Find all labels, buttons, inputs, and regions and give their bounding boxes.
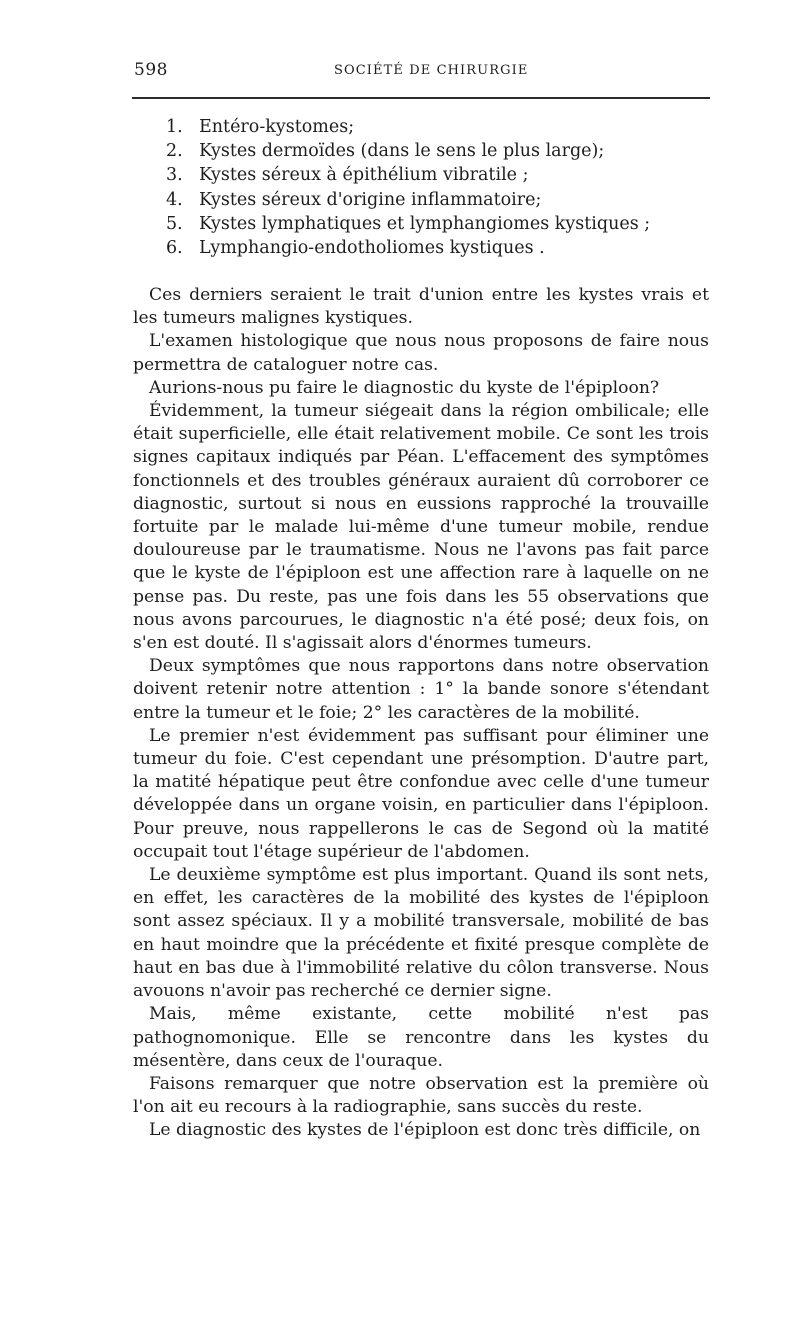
paragraph: Le deuxième symptôme est plus important. Quand ils sont nets, en effet, les caractères de la mobilité des kystes de l'épiploon sont assez spéciaux. Il y a mobilité transversale, mobilité de bas en haut moindre que la précédente et fixité presque complète de haut en bas due à l'immobilité relative du côlon transverse. Nous avouons n'avoir pas recherché ce dernier signe. [133,865,709,1002]
list-item [166,115,650,139]
list-item [166,236,650,260]
list-item-text: Kystes séreux à épithélium vibratile ; [199,165,529,186]
paragraph: Faisons remarquer que notre observation est la première où l'on ait eu recours à la radiographie, sans succès du reste. [133,1073,709,1118]
paragraph: Mais, même existante, cette mobilité n'est pas pathognomonique. Elle se rencontre dans les kystes du mésentère, dans ceux de l'ouraque. [133,1004,709,1071]
body-text [133,284,709,1143]
list-item-text: Entéro-kystomes; [199,117,355,137]
list-item-number: 3. [166,165,183,186]
list-item-number: 1. [166,117,183,137]
paragraph: L'examen histologique que nous nous proposons de faire nous permettra de cataloguer notre cas. [133,331,709,375]
list-item [166,212,650,236]
list-item-text: Lymphangio-endotholiomes kystiques . [199,238,545,259]
list-item-text: Kystes dermoïdes (dans le sens le plus large); [199,141,605,162]
paragraph: Le diagnostic des kystes de l'épiploon est donc très difficile, on [149,1120,701,1141]
list-item [166,188,650,212]
list-item-number: 6. [166,238,183,259]
paragraph: Évidemment, la tumeur siégeait dans la région ombilicale; elle était superficielle, elle était relativement mobile. Ce sont les trois signes capitaux indiqués par Péan. L'effacement des symptômes fonctionnels et des troubles généraux auraient dû corroborer ce diagnostic, surtout si nous en eussions rapproché la trouvaille fortuite par le malade lui-même d'une tumeur mobile, rendue douloureuse par le traumatisme. Nous ne l'avons pas fait parce que le kyste de l'épiploon est une affection rare à laquelle on ne pense pas. Du reste, pas une fois dans les 55 observations que nous avons parcourues, le diagnostic n'a été posé; deux fois, on s'en est douté. Il s'agissait alors d'énormes tumeurs. [133,401,709,654]
page-number: 598 [134,60,168,80]
list-item [166,139,650,163]
list-item-text: Kystes lymphatiques et lymphangiomes kystiques ; [199,213,651,234]
list-item-number: 4. [166,189,183,210]
paragraph: Ces derniers seraient le trait d'union entre les kystes vrais et les tumeurs malignes kystiques. [133,285,709,329]
paragraph: Aurions-nous pu faire le diagnostic du kyste de l'épiploon? [149,377,660,398]
list-item-text: Kystes séreux d'origine inflammatoire; [199,189,542,210]
page-header [134,60,709,84]
cyst-classification-list [166,115,650,260]
running-head: SOCIÉTÉ DE CHIRURGIE [334,63,529,78]
paragraph: Le premier n'est évidemment pas suffisant pour éliminer une tumeur du foie. C'est cependant une présomption. D'autre part, la matité hépatique peut être confondue avec celle d'une tumeur développée dans un organe voisin, en particulier dans l'épiploon. Pour preuve, nous rappellerons le cas de Segond où la matité occupait tout l'étage supérieur de l'abdomen. [133,725,709,862]
header-rule [132,97,710,99]
paragraph: Deux symptômes que nous rapportons dans notre observation doivent retenir notre attention : 1° la bande sonore s'étendant entre la tumeur et le foie; 2° les caractères de la mobilité. [133,656,709,723]
list-item-number: 5. [166,213,183,234]
list-item-number: 2. [166,141,183,162]
list-item [166,163,650,187]
